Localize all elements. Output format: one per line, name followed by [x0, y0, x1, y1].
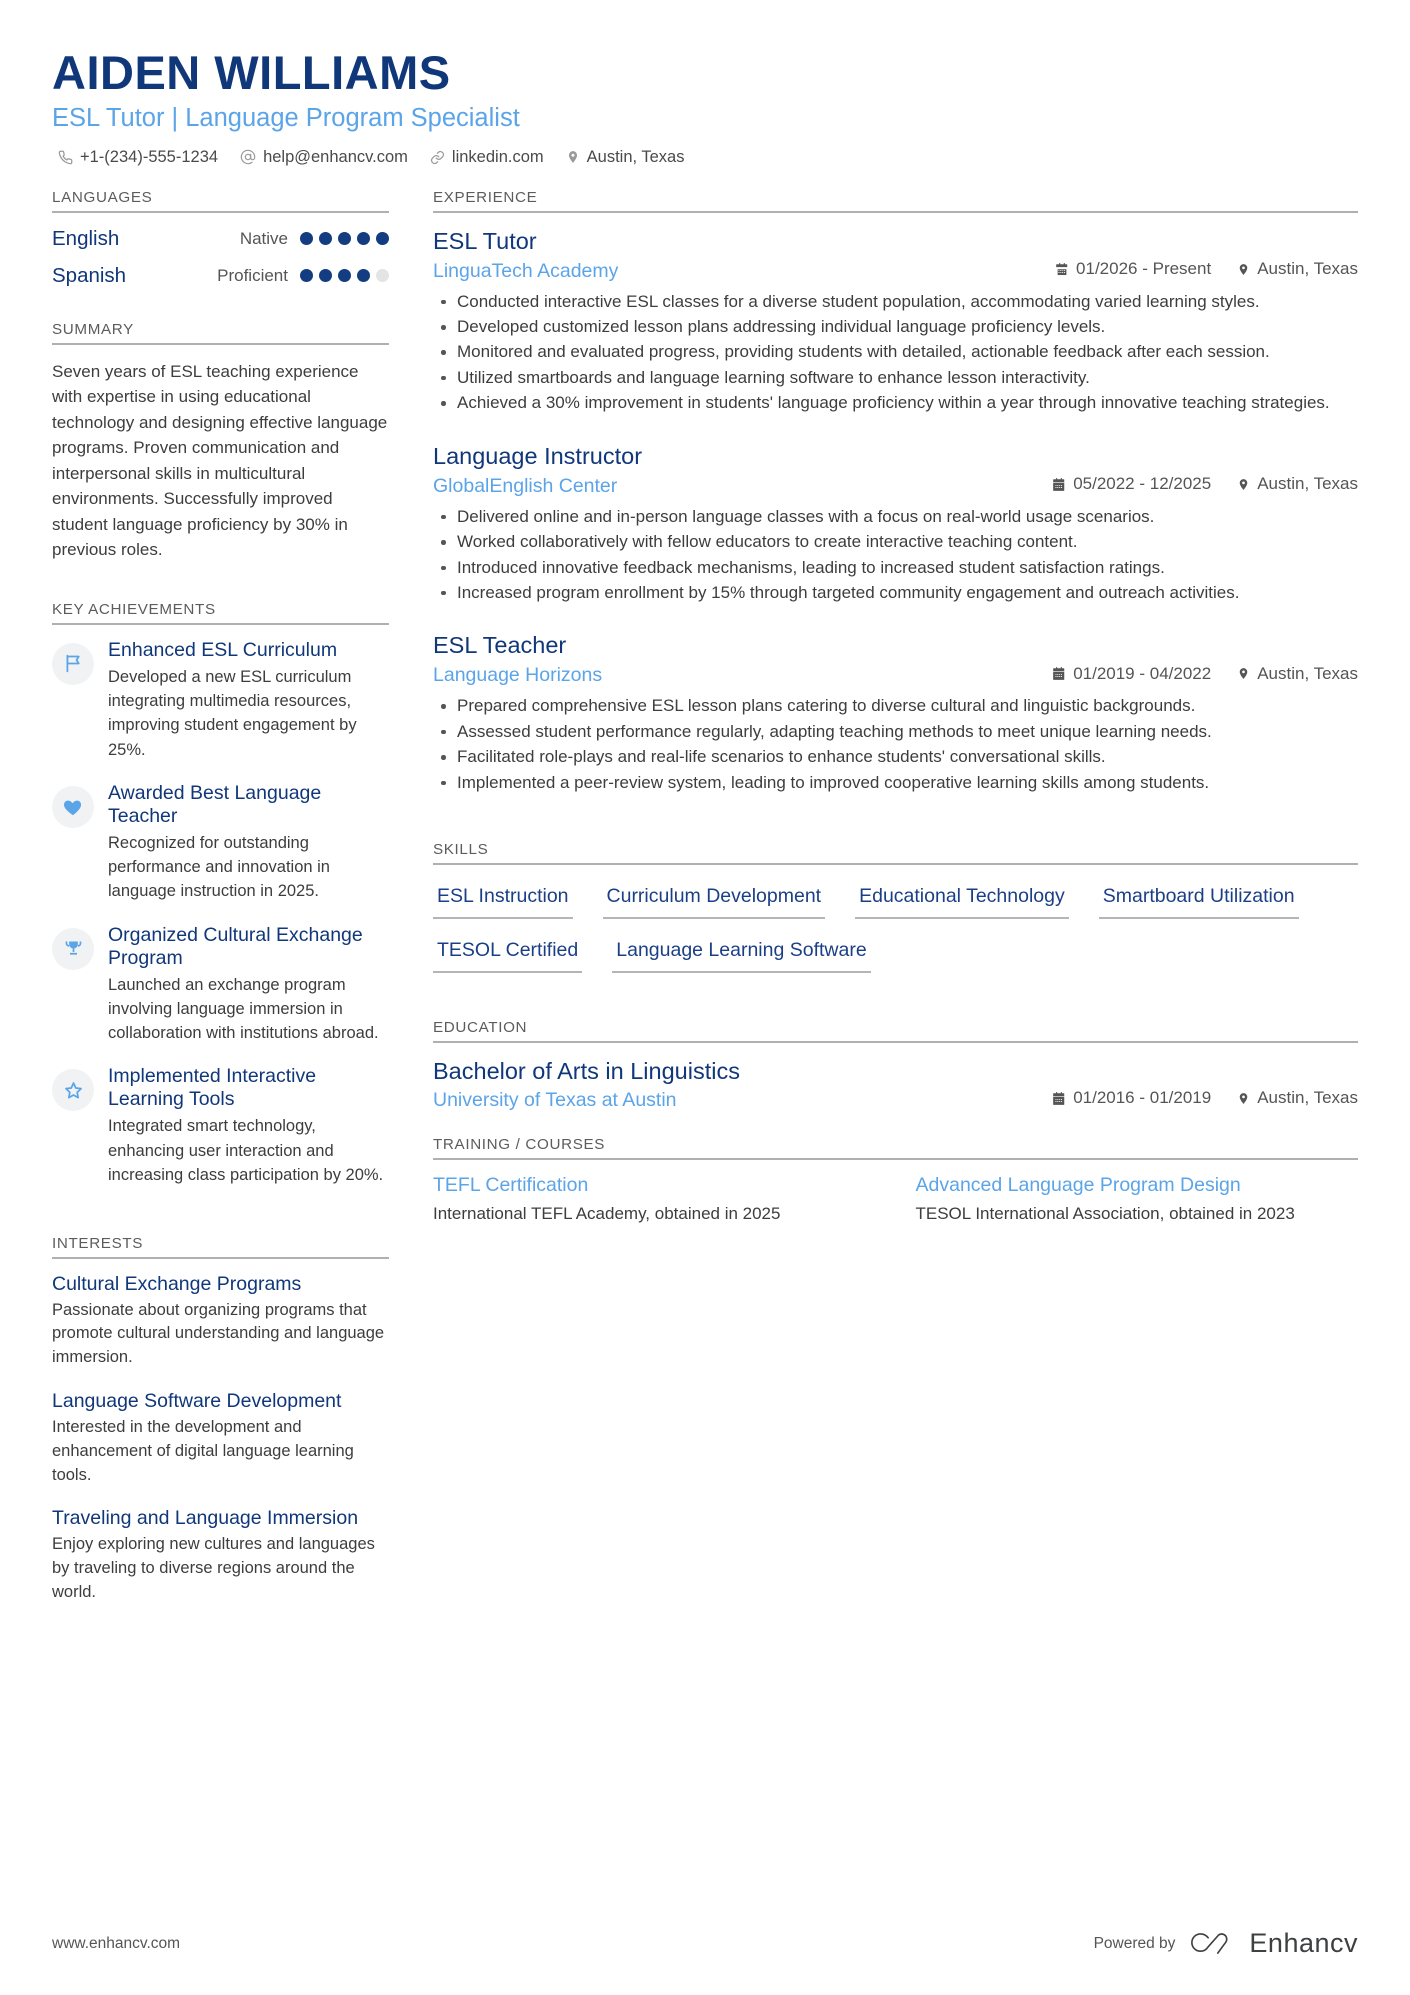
rating-dot — [338, 269, 351, 282]
language-name: Spanish — [52, 263, 127, 287]
skill-tag[interactable]: ESL Instruction — [433, 879, 573, 919]
job-role: ESL Tutor — [433, 227, 537, 254]
job-role: ESL Teacher — [433, 632, 567, 659]
education-school: University of Texas at Austin — [433, 1088, 677, 1111]
contact-phone — [58, 148, 218, 167]
education-dates — [1052, 1088, 1211, 1108]
training-item — [433, 1174, 876, 1227]
divider — [52, 623, 389, 625]
interest-item — [52, 1273, 389, 1370]
interest-item — [52, 1507, 389, 1604]
section-skills — [433, 841, 1358, 987]
section-education — [433, 1019, 1358, 1112]
job-dates-text: 01/2026 - Present — [1076, 259, 1212, 279]
main-content — [433, 189, 1358, 1231]
achievement-title: Organized Cultural Exchange Program — [108, 923, 363, 969]
section-languages — [52, 189, 389, 288]
star-icon — [52, 1069, 94, 1111]
skill-tag[interactable]: Language Learning Software — [612, 933, 870, 973]
rating-dot — [319, 269, 332, 282]
interest-title: Cultural Exchange Programs — [52, 1273, 302, 1296]
experience-item — [433, 631, 1358, 795]
divider — [52, 343, 389, 345]
job-meta — [433, 259, 1358, 283]
education-meta — [433, 1088, 1358, 1112]
bullet: Increased program enrollment by 15% through targeted community engagement and outreach activities. — [433, 581, 1358, 605]
rating-dot — [300, 269, 313, 282]
language-row — [52, 227, 389, 251]
divider — [52, 211, 389, 213]
skill-tag[interactable]: TESOL Certified — [433, 933, 582, 973]
section-title-experience: EXPERIENCE — [433, 188, 538, 206]
job-dates — [1052, 664, 1211, 684]
achievement-item — [52, 639, 389, 762]
achievement-title: Enhanced ESL Curriculum — [108, 638, 338, 661]
section-key-achievements — [52, 601, 389, 1187]
flag-icon — [52, 643, 94, 685]
bullet: Prepared comprehensive ESL lesson plans catering to diverse cultural and linguistic backgrounds. — [433, 694, 1358, 718]
bullet: Utilized smartboards and language learning software to enhance lesson interactivity. — [433, 366, 1358, 390]
job-role: Language Instructor — [433, 442, 643, 469]
rating-dot — [357, 232, 370, 245]
experience-item — [433, 227, 1358, 416]
job-bullets — [433, 290, 1358, 416]
job-meta — [433, 664, 1358, 688]
section-title-education: EDUCATION — [433, 1019, 528, 1037]
job-company: LinguaTech Academy — [433, 259, 619, 282]
bullet: Achieved a 30% improvement in students' language proficiency within a year through innovative teaching strategies. — [433, 391, 1358, 415]
bullet: Implemented a peer-review system, leading to improved cooperative learning skills among students. — [433, 771, 1358, 795]
education-location-text: Austin, Texas — [1257, 1088, 1358, 1108]
achievement-desc: Integrated smart technology, enhancing user interaction and increasing class participation by 20%. — [108, 1117, 384, 1184]
job-location — [1237, 259, 1358, 279]
bullet: Conducted interactive ESL classes for a diverse student population, accommodating varied learning styles. — [433, 290, 1358, 314]
contact-row — [52, 148, 1358, 167]
section-title-summary: SUMMARY — [52, 320, 134, 338]
location-pin-icon — [1237, 666, 1250, 681]
divider — [433, 1158, 1358, 1160]
training-list — [433, 1174, 1358, 1227]
rating-dot — [319, 232, 332, 245]
page-title: AIDEN WILLIAMS — [52, 46, 451, 99]
skills-list — [433, 879, 1358, 987]
divider — [433, 211, 1358, 213]
skill-tag[interactable]: Curriculum Development — [603, 879, 826, 919]
interest-desc: Interested in the development and enhancement of digital language learning tools. — [52, 1417, 354, 1484]
rating-dot — [357, 269, 370, 282]
rating-dot — [376, 232, 389, 245]
achievement-desc: Developed a new ESL curriculum integrating multimedia resources, improving student engagement by 25%. — [108, 667, 357, 759]
section-experience — [433, 189, 1358, 795]
interest-title: Traveling and Language Immersion — [52, 1507, 359, 1530]
language-rating-dots — [300, 269, 389, 282]
resume-body — [52, 189, 1358, 1625]
language-level: Native — [239, 228, 288, 248]
location-pin-icon — [1237, 262, 1250, 277]
heart-icon — [52, 786, 94, 828]
bullet: Introduced innovative feedback mechanisms, leading to increased student satisfaction ratings. — [433, 556, 1358, 580]
rating-dot — [376, 269, 389, 282]
interest-item — [52, 1390, 389, 1487]
bullet: Assessed student performance regularly, adapting teaching methods to meet unique learning needs. — [433, 720, 1358, 744]
divider — [433, 863, 1358, 865]
brand-name: Enhancv — [1249, 1928, 1358, 1958]
job-company: GlobalEnglish Center — [433, 474, 618, 497]
contact-location-text: Austin, Texas — [586, 147, 685, 166]
job-location-text: Austin, Texas — [1257, 663, 1358, 683]
at-sign-icon — [240, 149, 256, 165]
contact-location — [566, 148, 685, 167]
contact-email-text: help@enhancv.com — [263, 147, 408, 166]
education-degree: Bachelor of Arts in Linguistics — [433, 1058, 740, 1085]
section-title-languages: LANGUAGES — [52, 188, 153, 206]
job-meta — [433, 474, 1358, 498]
divider — [433, 1041, 1358, 1043]
section-title-key-achievements: KEY ACHIEVEMENTS — [52, 600, 216, 618]
calendar-icon — [1052, 477, 1066, 492]
interest-desc: Enjoy exploring new cultures and languages by traveling to diverse regions around the world. — [52, 1534, 375, 1601]
skill-tag[interactable]: Smartboard Utilization — [1099, 879, 1299, 919]
job-location — [1237, 664, 1358, 684]
section-title-skills: SKILLS — [433, 841, 489, 859]
achievement-title: Awarded Best Language Teacher — [108, 781, 322, 827]
language-name: English — [52, 226, 120, 250]
language-rating-dots — [300, 232, 389, 245]
training-title: TEFL Certification — [433, 1173, 589, 1196]
job-dates-text: 05/2022 - 12/2025 — [1073, 474, 1212, 494]
section-title-training-courses: TRAINING / COURSES — [433, 1135, 606, 1153]
section-training-courses — [433, 1136, 1358, 1227]
contact-link-text: linkedin.com — [451, 147, 544, 166]
achievement-desc: Launched an exchange program involving language immersion in collaboration with institutions abroad. — [108, 975, 379, 1043]
job-bullets — [433, 694, 1358, 795]
divider — [52, 1257, 389, 1259]
phone-icon — [58, 150, 73, 165]
bullet: Monitored and evaluated progress, providing students with detailed, actionable feedback after each session. — [433, 340, 1358, 364]
job-location-text: Austin, Texas — [1257, 474, 1358, 494]
summary-text: Seven years of ESL teaching experience with expertise in using educational technology and designing effective language programs. Proven communication and interpersonal skills in multicultural environments. Successfully improved student language proficiency by 30% in previous roles. — [52, 361, 388, 560]
rating-dot — [338, 232, 351, 245]
education-dates-text: 01/2016 - 01/2019 — [1073, 1088, 1212, 1108]
achievement-desc: Recognized for outstanding performance and innovation in language instruction in 2025. — [108, 833, 330, 901]
enhancv-logo-icon — [1189, 1931, 1235, 1957]
job-dates — [1055, 259, 1211, 279]
sidebar — [52, 189, 389, 1625]
interest-desc: Passionate about organizing programs that promote cultural understanding and language immersion. — [52, 1300, 385, 1367]
education-location — [1237, 1088, 1358, 1108]
calendar-icon — [1052, 1091, 1066, 1106]
rating-dot — [300, 232, 313, 245]
contact-email — [240, 148, 408, 167]
experience-item — [433, 442, 1358, 606]
job-dates-text: 01/2019 - 04/2022 — [1073, 663, 1212, 683]
job-dates — [1052, 474, 1211, 494]
achievement-item — [52, 782, 389, 904]
calendar-icon — [1052, 666, 1066, 681]
brand-block — [1094, 1928, 1358, 1959]
skill-tag[interactable]: Educational Technology — [855, 879, 1069, 919]
bullet: Worked collaboratively with fellow educators to create interactive teaching content. — [433, 530, 1358, 554]
link-icon — [430, 150, 445, 165]
contact-link — [430, 148, 544, 167]
interest-title: Language Software Development — [52, 1390, 342, 1413]
job-company: Language Horizons — [433, 664, 603, 687]
headline: ESL Tutor | Language Program Specialist — [52, 103, 520, 132]
training-desc: TESOL International Association, obtained in 2023 — [915, 1204, 1295, 1224]
location-pin-icon — [1237, 1091, 1250, 1106]
section-title-interests: INTERESTS — [52, 1235, 144, 1253]
resume-header — [52, 48, 1358, 167]
section-interests — [52, 1235, 389, 1604]
training-item — [916, 1174, 1359, 1227]
location-pin-icon — [1237, 477, 1250, 492]
achievement-item — [52, 924, 389, 1046]
language-row — [52, 264, 389, 288]
trophy-icon — [52, 928, 94, 970]
calendar-icon — [1055, 262, 1069, 277]
job-location-text: Austin, Texas — [1257, 259, 1358, 279]
resume-footer — [52, 1928, 1358, 1959]
job-location — [1237, 474, 1358, 494]
bullet: Developed customized lesson plans addressing individual language proficiency levels. — [433, 315, 1358, 339]
language-level: Proficient — [217, 265, 288, 285]
bullet: Facilitated role-plays and real-life scenarios to enhance students' conversational skills. — [433, 745, 1358, 769]
footer-url[interactable]: www.enhancv.com — [52, 1934, 181, 1952]
achievement-item — [52, 1065, 389, 1187]
contact-phone-text: +1-(234)-555-1234 — [80, 147, 219, 166]
bullet: Delivered online and in-person language classes with a focus on real-world usage scenarios. — [433, 505, 1358, 529]
location-pin-icon — [566, 149, 580, 165]
education-item — [433, 1057, 1358, 1112]
training-title: Advanced Language Program Design — [915, 1173, 1241, 1196]
achievement-title: Implemented Interactive Learning Tools — [108, 1065, 317, 1111]
job-bullets — [433, 505, 1358, 606]
training-desc: International TEFL Academy, obtained in 2025 — [433, 1204, 781, 1224]
section-summary — [52, 321, 389, 563]
footer-powered-by: Powered by — [1093, 1934, 1176, 1952]
